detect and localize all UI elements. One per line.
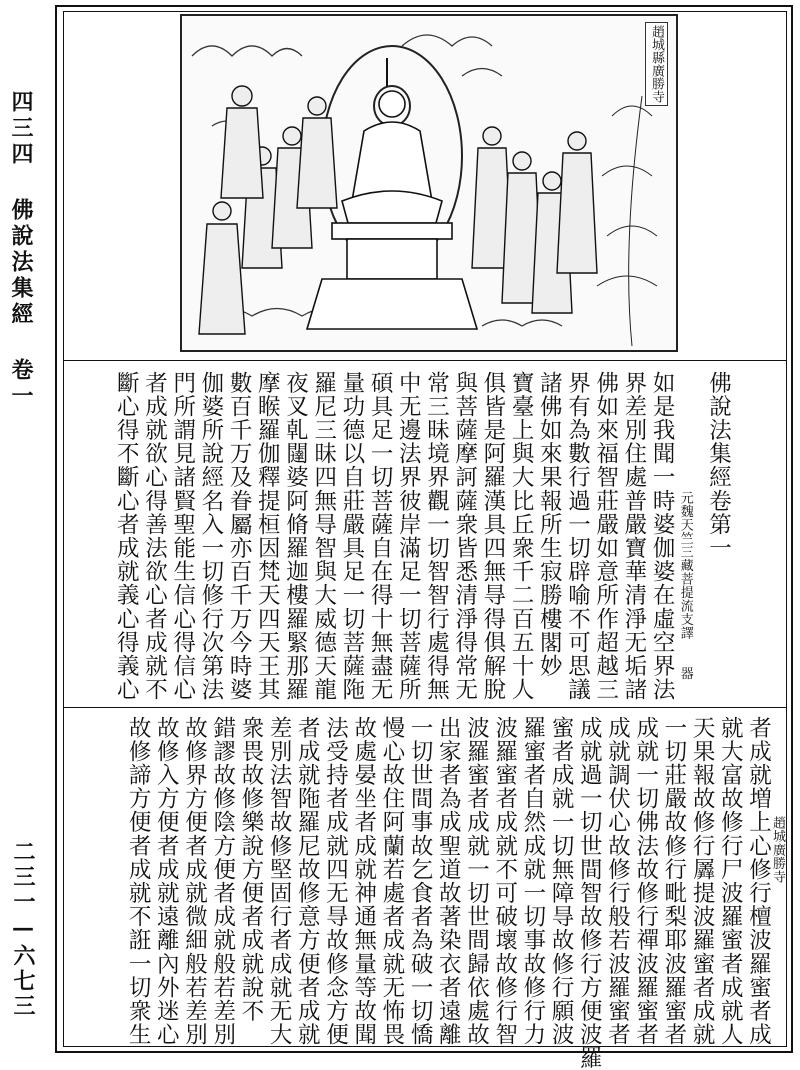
upper-text-panel xyxy=(85,371,735,701)
text-column: 故修界方便者成就微細般若差別 xyxy=(181,716,208,1047)
text-column: 伽婆所說經名入一切修行次第法 xyxy=(197,371,224,702)
text-column: 諸佛如來果報所生寂勝樓閣妙 xyxy=(536,371,563,678)
left-margin xyxy=(0,0,48,1059)
text-column: 故修諦方便者成就不誑一切衆生 xyxy=(125,716,152,1047)
text-column: 法受持者成就四无㝵故修念方便 xyxy=(322,716,349,1047)
text-column: 慢心故住阿蘭若處者成就无怖畏 xyxy=(378,716,405,1047)
illustration-caption: 趙城縣廣勝寺 xyxy=(645,22,668,106)
text-column: 波羅蜜者成就一切世間歸依處故 xyxy=(463,716,490,1047)
text-column: 一切莊嚴故修行毗梨耶波羅蜜者 xyxy=(660,716,687,1047)
text-column: 界有為數行過一切辟喻不可思議 xyxy=(564,371,591,702)
text-column: 成就一切佛法故修行禪波羅蜜者 xyxy=(632,716,659,1047)
volume-title: 四三四 佛說法集經 卷一 xyxy=(8,90,34,410)
panel-divider-bottom xyxy=(63,707,787,708)
text-column: 寶臺上與大比丘衆千二百五十人 xyxy=(508,371,535,702)
text-column: 者成就欲心得善法欲心者成就不 xyxy=(141,371,168,702)
lower-text-panel xyxy=(85,716,785,1070)
text-column: 波羅蜜者成就不可破壞故修行智 xyxy=(491,716,518,1047)
text-column: 成就調伏心故修行般若波羅蜜者 xyxy=(604,716,631,1047)
text-column: 佛說法集經卷第一 xyxy=(705,371,732,560)
text-column: 摩睺羅伽釋提桓因梵天四天王其 xyxy=(254,371,281,702)
panel-divider-top xyxy=(63,360,787,361)
text-column: 量功德以自莊嚴具足一切菩薩陁 xyxy=(338,371,365,702)
text-column: 元魏天竺三藏菩提流支譯 器 xyxy=(677,491,693,680)
text-column: 佛如來福智莊嚴如意所作超越三 xyxy=(592,371,619,702)
text-column: 與菩薩摩訶薩衆皆悉清淨得常无 xyxy=(451,371,478,702)
text-column: 羅尼三昧四無㝵智與大威德天龍 xyxy=(310,371,337,702)
text-column: 出家者為成聖道故著染衣者遠離 xyxy=(435,716,462,1047)
buddha-preaching-illustration xyxy=(180,14,678,352)
text-column: 差別法智故修堅固行者成就无大 xyxy=(266,716,293,1047)
text-column: 成就過一切世間智故修行方便波羅 xyxy=(576,716,603,1070)
page-mark: 趙城廣勝寺 xyxy=(770,816,785,884)
text-column: 常三昧境界觀一切智智行處得無 xyxy=(423,371,450,702)
text-column: 天果報故修行羼提波羅蜜者成就 xyxy=(689,716,716,1047)
text-column: 故處晏坐者成就神通無量等故聞 xyxy=(350,716,377,1047)
woodblock-print-image xyxy=(182,16,676,350)
text-column: 門所謂見諸賢聖能生信心得信心 xyxy=(169,371,196,702)
text-column: 界差別住處普嚴寶華清淨无垢諸 xyxy=(620,371,647,702)
text-column: 羅蜜者自然成就一切事故修行力 xyxy=(519,716,546,1047)
text-column: 如是我聞一時婆伽婆在虛空界法 xyxy=(649,371,676,702)
text-column: 碩具足一切菩薩自在得十無盡无 xyxy=(367,371,394,702)
text-column: 就大富故修行尸波羅蜜者成就人 xyxy=(717,716,744,1047)
text-column: 故修入方便者成就遠離內外迷心 xyxy=(153,716,180,1047)
text-column: 衆畏故修樂說方便者成就說不 xyxy=(237,716,264,1023)
text-column: 數百千万及眷屬亦百千万今時婆 xyxy=(226,371,253,702)
page-number: 二三一—六七三 xyxy=(10,840,36,1019)
text-column: 中无邊法界彼岸滿足一切菩薩所 xyxy=(395,371,422,702)
text-column: 錯謬故修陰方便者成就般若差別 xyxy=(209,716,236,1047)
text-column: 斷心得不斷心者成就義心得義心 xyxy=(113,371,140,702)
text-column: 蜜者成就一切無障㝵故修行願波 xyxy=(548,716,575,1047)
text-column: 者成就陁羅尼故修意方便者成就 xyxy=(294,716,321,1047)
text-column: 一切世間事故乞食者為破一切憍 xyxy=(407,716,434,1047)
text-column: 夜叉乹闥婆阿脩羅迦樓羅緊那羅 xyxy=(282,371,309,702)
text-column: 者成就増上心修行檀波羅蜜者成 xyxy=(745,716,772,1047)
text-column: 俱皆是阿羅漢具四無㝵得俱解脫 xyxy=(479,371,506,702)
